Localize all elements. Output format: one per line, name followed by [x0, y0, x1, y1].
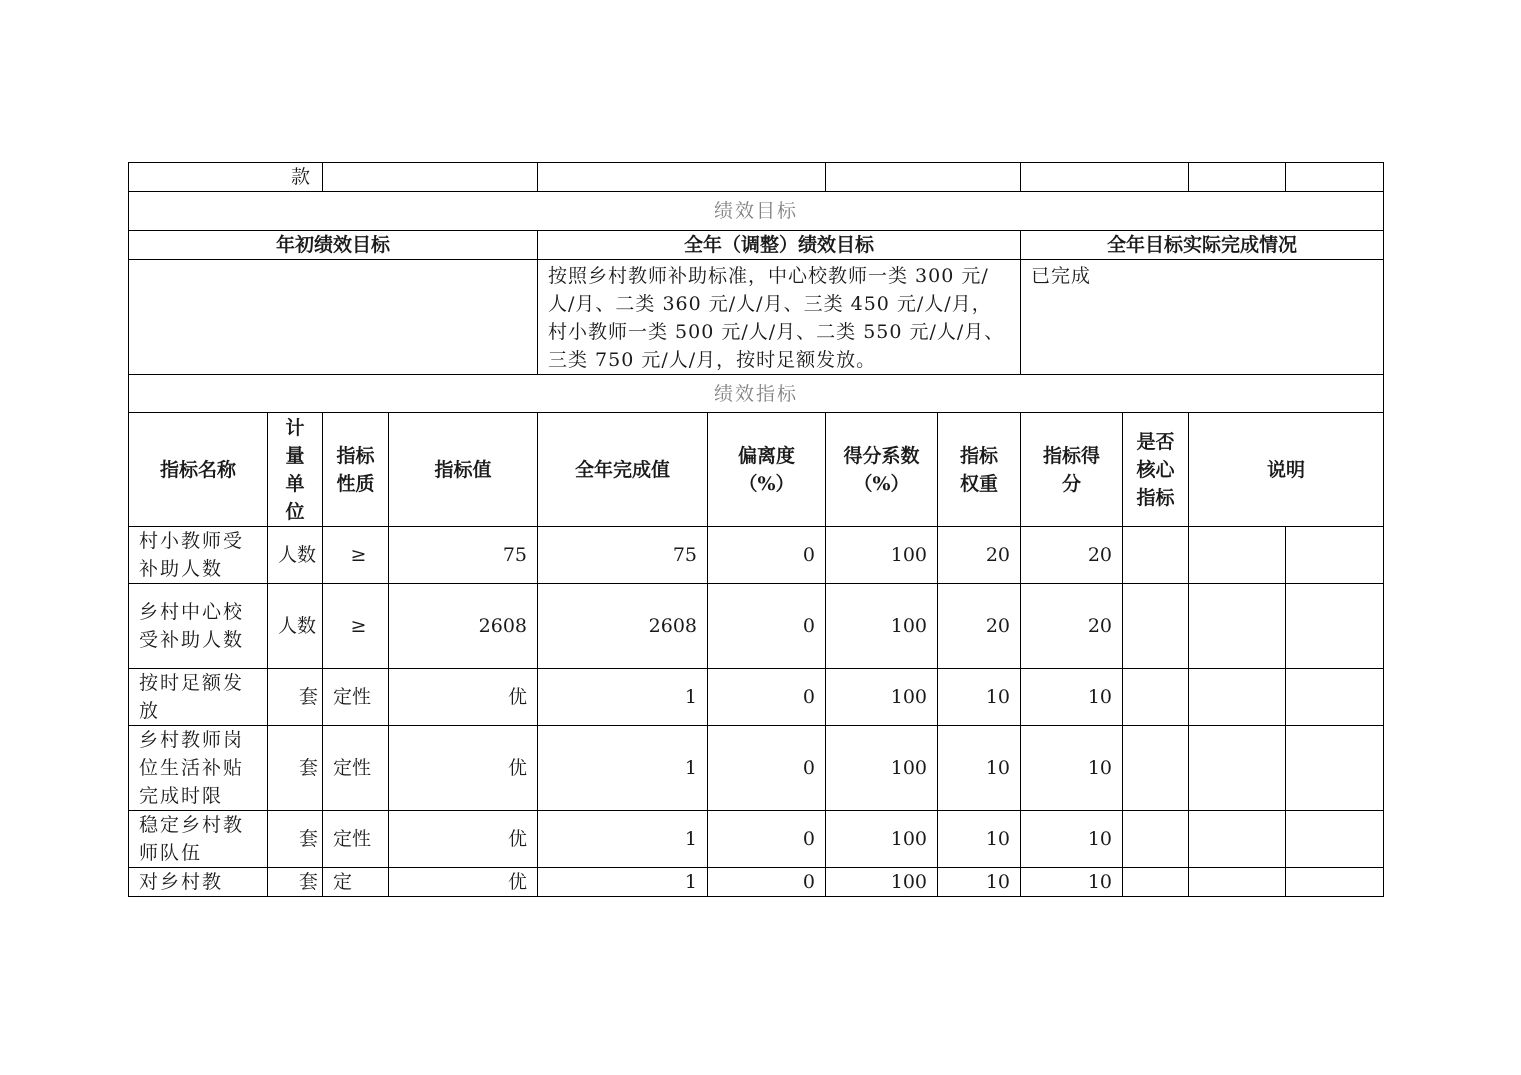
indicator-unit: 套: [268, 811, 323, 868]
indicator-extra: [1286, 726, 1384, 811]
top-partial-row: [129, 163, 1384, 192]
indicator-actual: 2608: [538, 584, 708, 669]
indicator-core: [1123, 669, 1189, 726]
top-cell: [1189, 163, 1286, 192]
indicator-name: 稳定乡村教师队伍: [129, 811, 268, 868]
indicator-extra: [1286, 527, 1384, 584]
indicator-weight: 10: [938, 726, 1021, 811]
indicator-coefficient: 100: [826, 811, 938, 868]
indicator-core: [1123, 584, 1189, 669]
indicator-deviation: 0: [708, 527, 826, 584]
col-header-score: 指标得分: [1021, 413, 1123, 527]
indicator-extra: [1286, 811, 1384, 868]
indicator-name: 按时足额发放: [129, 669, 268, 726]
indicator-extra: [1286, 669, 1384, 726]
table-row: [129, 527, 1384, 584]
indicator-deviation: 0: [708, 584, 826, 669]
section-goals-title: 绩效目标: [129, 192, 1384, 231]
indicator-score: 10: [1021, 726, 1123, 811]
indicator-name: 对乡村教: [129, 868, 268, 897]
indicator-nature: ≥: [323, 527, 389, 584]
indicator-value: 优: [389, 811, 538, 868]
indicator-note: [1189, 527, 1286, 584]
col-header-core: 是否核心指标: [1123, 413, 1189, 527]
col-header-coefficient: 得分系数（%）: [826, 413, 938, 527]
col-header-unit: 计量单位: [268, 413, 323, 527]
indicator-name: 乡村中心校受补助人数: [129, 584, 268, 669]
indicator-unit: 人数: [268, 584, 323, 669]
indicator-coefficient: 100: [826, 868, 938, 897]
col-header-name: 指标名称: [129, 413, 268, 527]
indicator-core: [1123, 868, 1189, 897]
header-adjusted-goal: 全年（调整）绩效目标: [538, 231, 1021, 260]
indicator-weight: 10: [938, 669, 1021, 726]
indicator-deviation: 0: [708, 669, 826, 726]
actual-completion-text: 已完成: [1021, 260, 1384, 375]
indicator-nature: 定性: [323, 726, 389, 811]
indicator-name: 乡村教师岗位生活补贴完成时限: [129, 726, 268, 811]
indicator-coefficient: 100: [826, 527, 938, 584]
indicator-actual: 75: [538, 527, 708, 584]
indicator-unit: 人数: [268, 527, 323, 584]
table-row: [129, 811, 1384, 868]
indicator-note: [1189, 811, 1286, 868]
table-row: [129, 868, 1384, 897]
indicator-score: 20: [1021, 584, 1123, 669]
indicator-nature: ≥: [323, 584, 389, 669]
indicator-note: [1189, 669, 1286, 726]
fund-category-label: 款: [129, 163, 323, 192]
indicator-deviation: 0: [708, 811, 826, 868]
indicator-extra: [1286, 868, 1384, 897]
indicator-weight: 20: [938, 527, 1021, 584]
indicator-note: [1189, 868, 1286, 897]
initial-goal-text: [129, 260, 538, 375]
indicator-core: [1123, 726, 1189, 811]
indicator-nature: 定性: [323, 669, 389, 726]
top-cell: [1021, 163, 1189, 192]
col-header-nature: 指标性质: [323, 413, 389, 527]
indicator-score: 20: [1021, 527, 1123, 584]
indicator-extra: [1286, 584, 1384, 669]
col-header-note: 说明: [1189, 413, 1384, 527]
indicator-value: 2608: [389, 584, 538, 669]
indicator-nature: 定: [323, 868, 389, 897]
col-header-weight: 指标权重: [938, 413, 1021, 527]
performance-table: [128, 162, 1384, 897]
indicator-coefficient: 100: [826, 584, 938, 669]
table-row: [129, 669, 1384, 726]
indicator-actual: 1: [538, 811, 708, 868]
indicator-value: 优: [389, 868, 538, 897]
indicator-deviation: 0: [708, 726, 826, 811]
indicator-score: 10: [1021, 669, 1123, 726]
indicator-weight: 10: [938, 811, 1021, 868]
indicator-nature: 定性: [323, 811, 389, 868]
indicator-score: 10: [1021, 868, 1123, 897]
header-initial-goal: 年初绩效目标: [129, 231, 538, 260]
indicator-core: [1123, 527, 1189, 584]
indicator-value: 优: [389, 726, 538, 811]
adjusted-goal-text: 按照乡村教师补助标准，中心校教师一类 300 元/人/月、二类 360 元/人/月、三类 450 元/人/月，村小教师一类 500 元/人/月、二类 550 元/人/月、三类 750 元/人/月，按时足额发放。: [538, 260, 1021, 375]
indicator-header-row: [129, 413, 1384, 527]
section-indicators-title: 绩效指标: [129, 375, 1384, 413]
indicator-unit: 套: [268, 669, 323, 726]
table-row: [129, 726, 1384, 811]
indicator-core: [1123, 811, 1189, 868]
top-cell: [323, 163, 538, 192]
top-cell: [826, 163, 1021, 192]
col-header-actual: 全年完成值: [538, 413, 708, 527]
indicator-weight: 10: [938, 868, 1021, 897]
indicator-score: 10: [1021, 811, 1123, 868]
top-cell: [538, 163, 826, 192]
indicator-note: [1189, 584, 1286, 669]
indicator-actual: 1: [538, 726, 708, 811]
table-row: [129, 584, 1384, 669]
indicator-actual: 1: [538, 669, 708, 726]
header-actual-completion: 全年目标实际完成情况: [1021, 231, 1384, 260]
indicator-coefficient: 100: [826, 669, 938, 726]
indicator-unit: 套: [268, 726, 323, 811]
indicator-deviation: 0: [708, 868, 826, 897]
col-header-deviation: 偏离度（%）: [708, 413, 826, 527]
col-header-value: 指标值: [389, 413, 538, 527]
indicator-unit: 套: [268, 868, 323, 897]
indicator-value: 优: [389, 669, 538, 726]
indicator-weight: 20: [938, 584, 1021, 669]
top-cell: [1286, 163, 1384, 192]
indicator-note: [1189, 726, 1286, 811]
indicator-coefficient: 100: [826, 726, 938, 811]
indicator-value: 75: [389, 527, 538, 584]
indicator-name: 村小教师受补助人数: [129, 527, 268, 584]
indicator-actual: 1: [538, 868, 708, 897]
